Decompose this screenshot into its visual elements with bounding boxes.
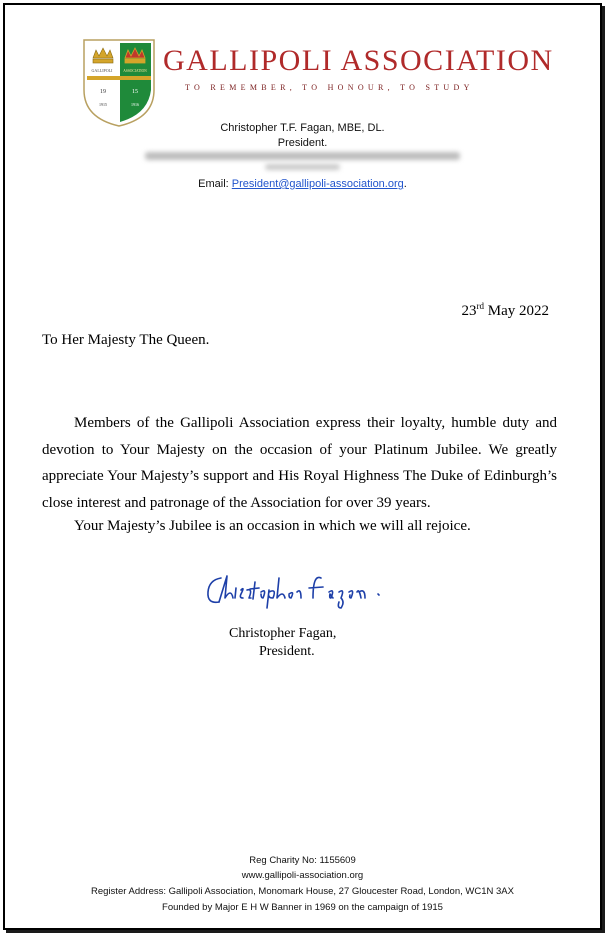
- date-rest: May 2022: [484, 303, 549, 319]
- crest-year-left: 19: [100, 89, 106, 95]
- organisation-motto: TO REMEMBER, TO HONOUR, TO STUDY: [185, 83, 474, 92]
- crest-year-right-small: 1916: [131, 102, 139, 107]
- closing-title: President.: [259, 644, 315, 659]
- footer-charity: Reg Charity No: 1155609: [249, 855, 356, 866]
- footer-founded: Founded by Major E H W Banner in 1969 on the campaign of 1915: [162, 902, 443, 913]
- crest-year-left-small: 1915: [99, 102, 107, 107]
- footer-address: Register Address: Gallipoli Association, Monomark House, 27 Gloucester Road, London, WC1N 3AX: [91, 886, 514, 897]
- footer-website: www.gallipoli-association.org: [241, 870, 364, 881]
- sender-name: Christopher T.F. Fagan, MBE, DL.: [220, 122, 385, 134]
- closing-block: [229, 625, 336, 661]
- email-link[interactable]: President@gallipoli-association.org: [231, 178, 404, 190]
- crest-text-left: GALLIPOLI: [91, 68, 113, 73]
- email-suffix: .: [403, 178, 407, 190]
- organisation-name: GALLIPOLI ASSOCIATION: [163, 44, 554, 77]
- association-crest-logo: [82, 38, 156, 128]
- redacted-address-line: [145, 152, 460, 160]
- sender-email-line: [0, 178, 605, 190]
- redacted-address-line-2: [265, 164, 340, 170]
- body-paragraph-1: Members of the Gallipoli Association express their loyalty, humble duty and devotion to Your Majesty on the occasion of your Platinum Jubilee. We greatly appreciate Your Majesty’s support and His Royal Highness The Duke of Edinburgh’s close interest and patronage of the Association for over 39 years.: [42, 415, 557, 511]
- sender-title: President.: [277, 137, 328, 149]
- email-label: Email:: [198, 178, 232, 190]
- body-paragraph-2: Your Majesty’s Jubilee is an occasion in which we will all rejoice.: [74, 518, 471, 534]
- closing-name: Christopher Fagan,: [229, 626, 337, 641]
- crest-year-right: 15: [132, 89, 138, 95]
- crest-text-right: ASSOCIATION: [123, 69, 147, 73]
- handwritten-signature: [203, 568, 413, 610]
- date-suffix: rd: [476, 301, 484, 311]
- letter-date: [462, 301, 550, 320]
- salutation: To Her Majesty The Queen.: [42, 332, 210, 348]
- date-day: 23: [461, 303, 477, 319]
